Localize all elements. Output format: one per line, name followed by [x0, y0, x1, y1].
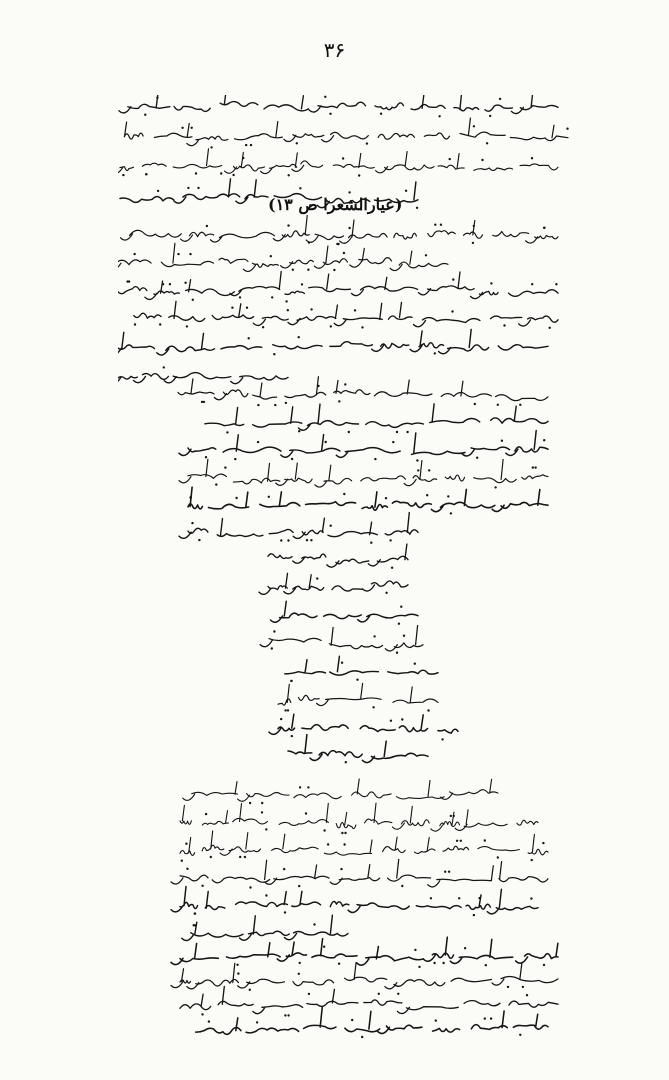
ink-dot [416, 459, 418, 461]
ink-dot [430, 897, 432, 899]
ink-dot [239, 856, 241, 858]
ink-dot [444, 871, 446, 873]
handwritten-line [180, 831, 548, 855]
ink-dot [244, 856, 246, 858]
handwritten-line [271, 601, 419, 622]
handwritten-line [183, 779, 498, 801]
ink-dot [287, 309, 289, 311]
ink-dot [385, 497, 387, 499]
ink-dot [451, 310, 453, 312]
handwritten-manuscript [118, 95, 578, 1040]
ink-dot [327, 843, 329, 845]
ink-dot [351, 1019, 353, 1021]
ink-dot [191, 522, 193, 524]
ink-dot [474, 403, 476, 405]
ink-dot [329, 113, 331, 115]
ink-dot [543, 227, 545, 229]
ink-dot [291, 735, 293, 737]
ink-dot [249, 886, 251, 888]
ink-dot [481, 159, 483, 161]
handwritten-line [259, 573, 408, 594]
ink-dot [287, 224, 289, 226]
ink-dot [390, 720, 392, 722]
ink-dot [191, 127, 193, 129]
ink-dot [192, 299, 194, 301]
ink-dot [566, 128, 568, 130]
handwritten-line [196, 1007, 548, 1034]
ink-dot [298, 430, 300, 432]
handwritten-line [119, 95, 558, 114]
ink-dot [284, 1014, 286, 1016]
ink-dot [299, 187, 301, 189]
ink-dot [460, 840, 462, 842]
ink-dot [531, 283, 533, 285]
ink-dot [342, 157, 344, 159]
ink-dot [361, 1036, 363, 1038]
ink-dot [435, 1019, 437, 1021]
ink-dot [181, 860, 183, 862]
ink-dot [296, 142, 298, 144]
ink-dot [501, 440, 503, 442]
ink-dot [484, 839, 486, 841]
ink-dot [144, 114, 146, 116]
ink-dot [358, 174, 360, 176]
handwritten-line [180, 986, 558, 1013]
ink-dot [442, 962, 444, 964]
ink-dot [324, 96, 326, 98]
ink-dot [287, 709, 289, 711]
ink-dot [372, 706, 374, 708]
ink-dot [526, 994, 528, 996]
ink-dot [128, 280, 130, 282]
ink-dot [519, 1034, 521, 1036]
ink-dot [344, 832, 346, 834]
ink-dot [356, 679, 358, 681]
handwritten-line [171, 963, 558, 989]
source-reference: (عیارالشعرا ص ۱۳) [268, 195, 403, 214]
ink-dot [385, 592, 387, 594]
ink-dot [210, 856, 212, 858]
handwritten-line [288, 735, 428, 763]
ink-dot [203, 401, 205, 403]
ink-dot [452, 278, 454, 280]
ink-dot [434, 352, 436, 354]
handwritten-line [118, 329, 548, 355]
ink-dot [157, 190, 159, 192]
ink-dot [330, 525, 332, 527]
ink-dot [397, 993, 399, 995]
ink-dot [473, 125, 475, 127]
ink-dot [298, 885, 300, 887]
ink-dot [201, 885, 203, 887]
ink-dot [184, 282, 186, 284]
ink-dot [440, 224, 442, 226]
ink-dot [543, 964, 545, 966]
ink-dot [234, 458, 236, 460]
ink-dot [193, 924, 195, 926]
ink-dot [284, 709, 286, 711]
ink-dot [316, 577, 318, 579]
ink-dot [522, 986, 524, 988]
ink-dot [185, 843, 187, 845]
ink-dot [265, 894, 267, 896]
ink-dot [490, 1017, 492, 1019]
ink-dot [503, 324, 505, 326]
ink-dot [396, 431, 398, 433]
ink-dot [257, 441, 259, 443]
ink-dot [348, 431, 350, 433]
ink-dot [425, 254, 427, 256]
ink-dot [340, 868, 342, 870]
ink-dot [249, 989, 251, 991]
ink-dot [333, 269, 335, 271]
handwritten-line [118, 272, 558, 300]
ink-dot [414, 949, 416, 951]
ink-dot [271, 647, 273, 649]
ink-dot [343, 843, 345, 845]
ink-dot [348, 191, 350, 193]
ink-dot [133, 253, 135, 255]
ink-dot [426, 494, 428, 496]
ink-dot [186, 325, 188, 327]
ink-dot [448, 871, 450, 873]
ink-dot [280, 539, 282, 541]
ink-dot [169, 283, 171, 285]
ink-dot [531, 157, 533, 159]
ink-dot [398, 623, 400, 625]
ink-dot [366, 142, 368, 144]
ink-dot [270, 255, 272, 257]
ink-dot [261, 802, 263, 804]
ink-dot [489, 115, 491, 117]
ink-dot [274, 404, 276, 406]
ink-dot [235, 497, 237, 499]
ink-dot [354, 309, 356, 311]
ink-dot [345, 761, 347, 763]
ink-dot [406, 431, 408, 433]
handwritten-line [179, 513, 418, 539]
ink-dot [403, 635, 405, 637]
ink-dot [285, 300, 287, 302]
ink-dot [187, 187, 189, 189]
ink-dot [205, 456, 207, 458]
ink-dot [338, 963, 340, 965]
ink-dot [206, 225, 208, 227]
ink-dot [418, 966, 420, 968]
ink-dot [284, 911, 286, 913]
ink-dot [291, 458, 293, 460]
ink-dot [265, 828, 267, 830]
ink-dot [389, 539, 391, 541]
ink-dot [438, 115, 440, 117]
ink-dot [378, 993, 380, 995]
ink-dot [343, 252, 345, 254]
ink-dot [543, 439, 545, 441]
ink-dot [239, 296, 241, 298]
ink-dot [299, 962, 301, 964]
ink-dot [245, 144, 247, 146]
ink-dot [396, 652, 398, 654]
handwritten-line [118, 373, 288, 384]
ink-dot [450, 815, 452, 817]
page-number: ۳۶ [323, 38, 346, 62]
handwritten-line [171, 937, 558, 965]
handwriting-strokes [118, 95, 578, 1040]
handwritten-line [134, 301, 558, 326]
ink-dot [163, 366, 165, 368]
ink-dot [201, 1013, 203, 1015]
ink-dot [299, 786, 301, 788]
ink-dot [280, 718, 282, 720]
ink-dot [343, 493, 345, 495]
ink-dot [226, 431, 228, 433]
ink-dot [348, 227, 350, 229]
ink-dot [441, 738, 443, 740]
ink-dot [256, 1021, 258, 1023]
ink-dot [361, 326, 363, 328]
ink-dot [298, 336, 300, 338]
ink-dot [400, 606, 402, 608]
ink-dot [307, 786, 309, 788]
ink-dot [405, 190, 407, 192]
ink-dot [380, 113, 382, 115]
ink-dot [323, 829, 325, 831]
ink-dot [236, 964, 238, 966]
ink-dot [224, 466, 226, 468]
ink-dot [486, 142, 488, 144]
ink-dot [313, 923, 315, 925]
ink-dot [298, 973, 300, 975]
ink-dot [197, 187, 199, 189]
ink-dot [494, 486, 496, 488]
ink-dot [336, 243, 338, 245]
ink-dot [210, 146, 212, 148]
handwritten-line [182, 915, 348, 940]
ink-dot [490, 282, 492, 284]
ink-dot [248, 337, 250, 339]
ink-dot [310, 308, 312, 310]
handwritten-line [260, 626, 423, 651]
handwritten-line [205, 404, 548, 430]
ink-dot [414, 663, 416, 665]
ink-dot [290, 680, 292, 682]
ink-dot [458, 897, 460, 899]
ink-dot [181, 127, 183, 129]
ink-dot [373, 635, 375, 637]
ink-dot [392, 441, 394, 443]
handwritten-line [118, 149, 558, 174]
ink-dot [450, 512, 452, 514]
ink-dot [134, 323, 136, 325]
ink-dot [310, 539, 312, 541]
ink-dot [250, 144, 252, 146]
handwritten-line [179, 431, 548, 458]
ink-dot [246, 307, 248, 309]
ink-dot [287, 539, 289, 541]
ink-dot [198, 539, 200, 541]
handwritten-line [121, 216, 559, 244]
ink-dot [499, 98, 501, 100]
ink-dot [449, 158, 451, 160]
ink-dot [292, 269, 294, 271]
ink-dot [497, 404, 499, 406]
handwritten-line [268, 544, 408, 567]
ink-dot [401, 885, 403, 887]
handwritten-line [178, 377, 548, 401]
handwritten-line [171, 887, 538, 914]
ink-dot [530, 897, 532, 899]
ink-dot [261, 811, 263, 813]
ink-dot [341, 832, 343, 834]
ink-dot [534, 466, 536, 468]
ink-dot [195, 172, 197, 174]
ink-dot [268, 496, 270, 498]
handwritten-line [188, 487, 548, 511]
ink-dot [473, 914, 475, 916]
ink-dot [456, 840, 458, 842]
ink-dot [484, 1017, 486, 1019]
ink-dot [288, 174, 290, 176]
ink-dot [189, 253, 191, 255]
ink-dot [231, 307, 233, 309]
ink-dot [555, 283, 557, 285]
ink-dot [485, 964, 487, 966]
ink-dot [330, 325, 332, 327]
handwritten-line [285, 656, 438, 675]
handwritten-line [269, 714, 458, 734]
ink-dot [433, 962, 435, 964]
ink-dot [287, 1014, 289, 1016]
ink-dot [257, 404, 259, 406]
ink-dot [416, 207, 418, 209]
ink-dot [519, 404, 521, 406]
ink-dot [271, 296, 273, 298]
ink-dot [237, 972, 239, 974]
ink-dot [323, 946, 325, 948]
ink-dot [159, 323, 161, 325]
ink-dot [220, 172, 222, 174]
ink-dot [507, 986, 509, 988]
ink-dot [122, 174, 124, 176]
ink-dot [370, 542, 372, 544]
ink-dot [417, 469, 419, 471]
ink-dot [177, 253, 179, 255]
ink-dot [306, 539, 308, 541]
ink-dot [262, 326, 264, 328]
ink-dot [374, 458, 376, 460]
ink-dot [273, 353, 275, 355]
ink-dot [208, 1020, 210, 1022]
ink-dot [531, 859, 533, 861]
ink-dot [145, 173, 147, 175]
ink-dot [283, 868, 285, 870]
ink-dot [497, 856, 499, 858]
ink-dot [232, 174, 234, 176]
ink-dot [341, 662, 343, 664]
ink-dot [344, 383, 346, 385]
ink-dot [305, 812, 307, 814]
handwritten-line [171, 860, 548, 887]
ink-dot [285, 402, 287, 404]
ink-dot [464, 947, 466, 949]
handwritten-line [179, 459, 548, 487]
handwritten-line [118, 243, 448, 271]
ink-dot [476, 457, 478, 459]
ink-dot [205, 813, 207, 815]
ink-dot [215, 483, 217, 485]
ink-dot [549, 327, 551, 329]
ink-dot [427, 709, 429, 711]
ink-dot [307, 269, 309, 271]
ink-dot [532, 466, 534, 468]
ink-dot [428, 469, 430, 471]
ink-dot [434, 224, 436, 226]
ink-dot [325, 441, 327, 443]
ink-dot [186, 868, 188, 870]
handwritten-line [124, 118, 568, 146]
ink-dot [447, 495, 449, 497]
ink-dot [194, 912, 196, 914]
ink-dot [338, 400, 340, 402]
handwritten-line [278, 683, 438, 705]
handwritten-line [180, 803, 538, 831]
ink-dot [542, 842, 544, 844]
ink-dot [391, 567, 393, 569]
ink-dot [249, 802, 251, 804]
ink-dot [301, 283, 303, 285]
ink-dot [308, 993, 310, 995]
ink-dot [273, 630, 275, 632]
ink-dot [401, 718, 403, 720]
ink-dot [472, 242, 474, 244]
